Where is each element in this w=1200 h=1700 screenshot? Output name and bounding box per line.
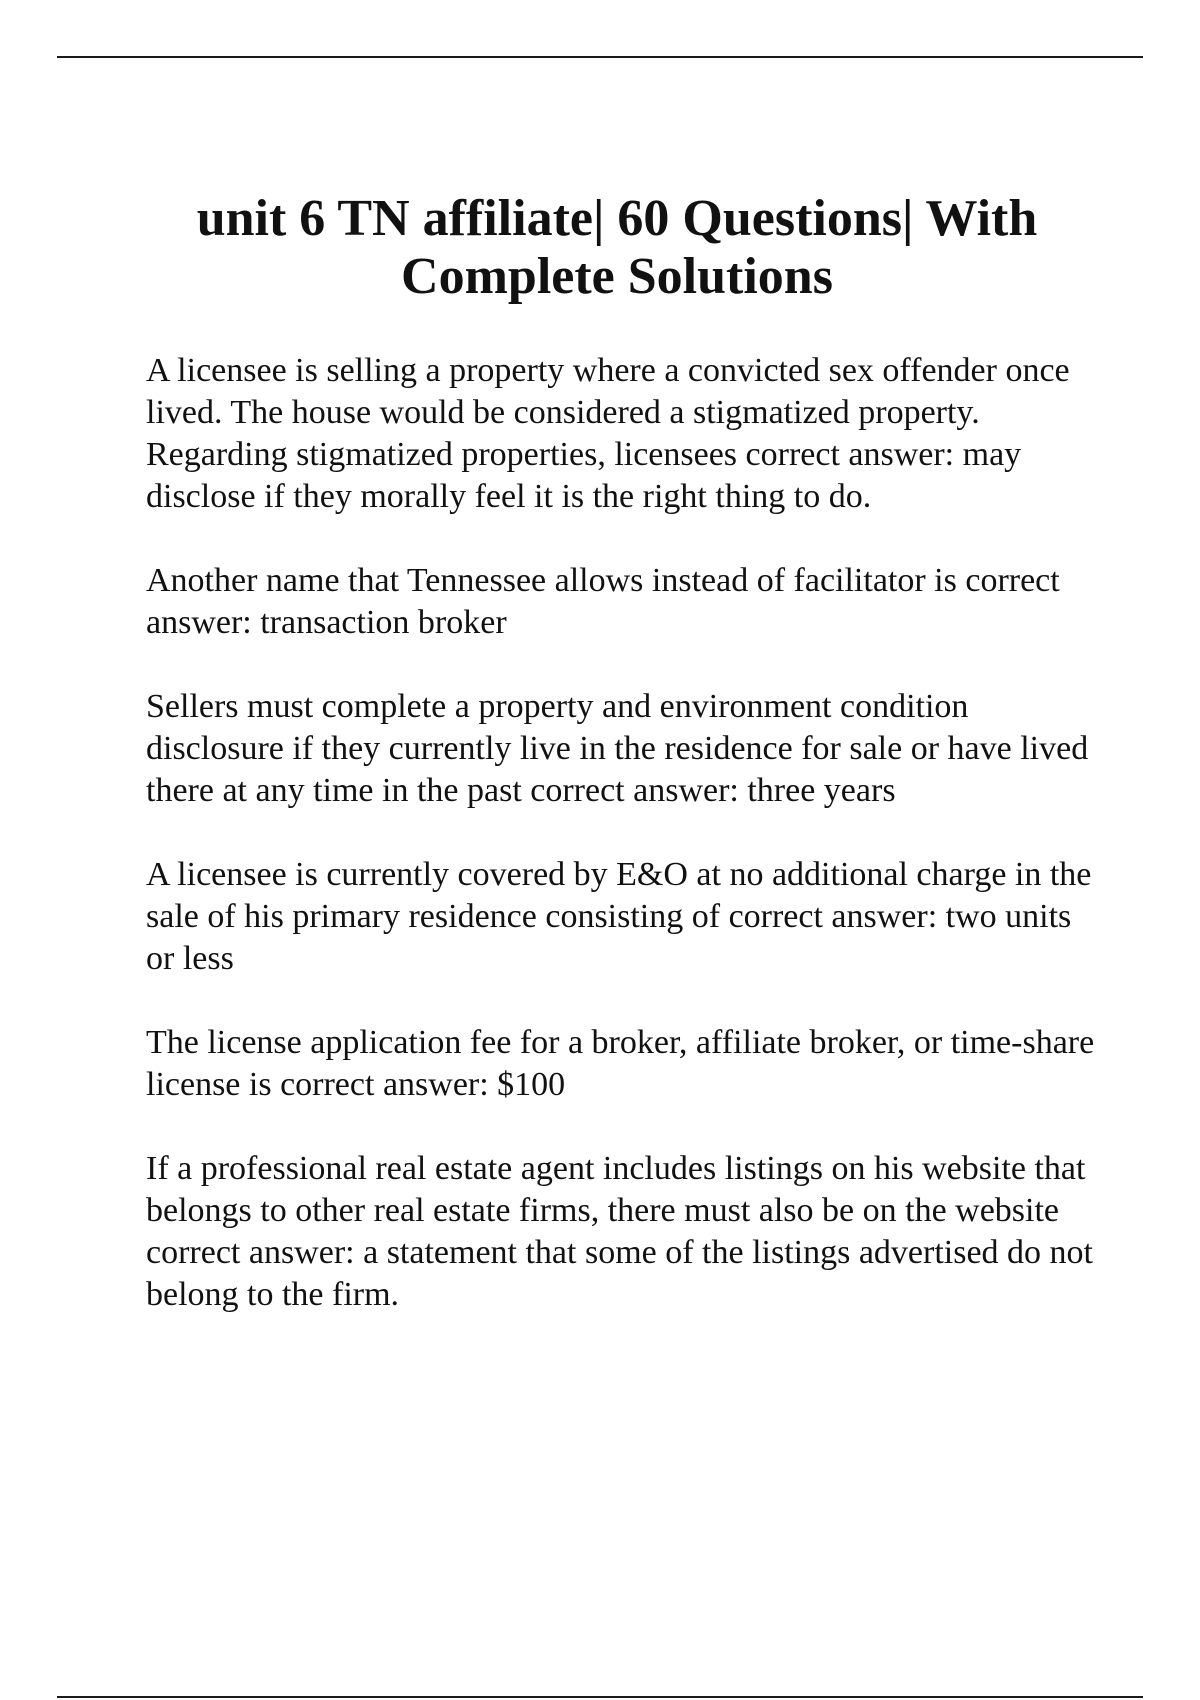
title-line-2: Complete Solutions xyxy=(401,248,833,305)
document-title xyxy=(90,190,1144,306)
question-1: A licensee is selling a property where a convicted sex offender once lived. The house would be considered a stigmatized property. Regarding stigmatized properties, licensees correct answer: may disclose if they morally feel it is the right thing to do. xyxy=(146,352,1070,515)
top-rule xyxy=(57,56,1143,58)
title-line-1: unit 6 TN affiliate| 60 Questions| With xyxy=(196,190,1038,247)
question-list xyxy=(146,350,1096,1358)
question-3: Sellers must complete a property and environment condition disclosure if they currently live in the residence for sale or have lived there at any time in the past correct answer: three years xyxy=(146,688,1089,809)
question-5: The license application fee for a broker, affiliate broker, or time-share license is correct answer: $100 xyxy=(146,1024,1095,1103)
question-4: A licensee is currently covered by E&O at no additional charge in the sale of his primary residence consisting of correct answer: two units or less xyxy=(146,856,1092,977)
question-2: Another name that Tennessee allows instead of facilitator is correct answer: transaction broker xyxy=(146,562,1060,641)
bottom-rule xyxy=(57,1696,1143,1698)
question-6: If a professional real estate agent includes listings on his website that belongs to other real estate firms, there must also be on the website correct answer: a statement that some of the listings advertised do not belong to the firm. xyxy=(146,1150,1094,1313)
